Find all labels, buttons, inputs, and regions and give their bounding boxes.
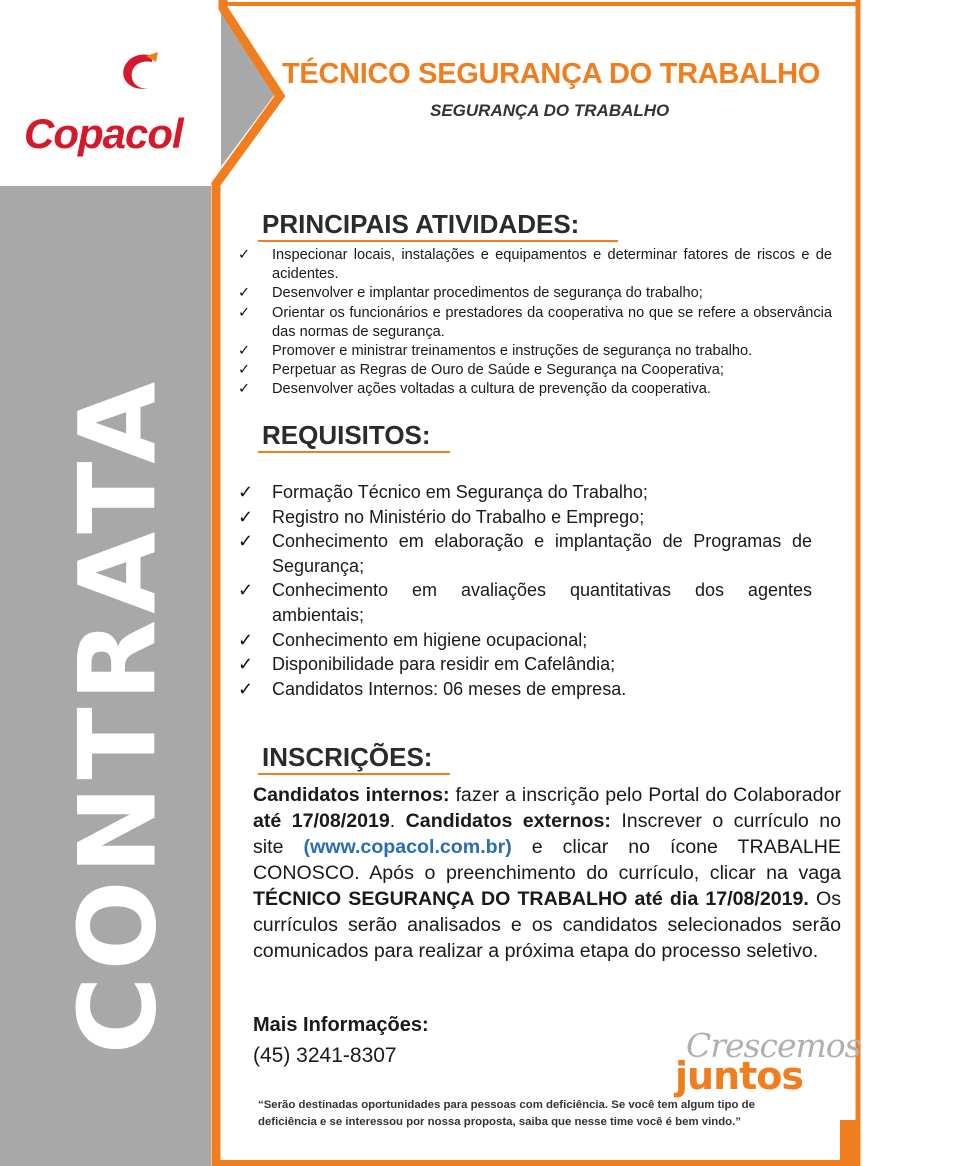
atividades-list: [238, 246, 832, 400]
list-item: ✓ Candidatos Internos: 06 meses de empresa.: [272, 677, 812, 702]
inscricoes-rule: [258, 773, 450, 775]
check-icon: ✓: [238, 678, 254, 699]
check-icon: ✓: [238, 629, 254, 650]
copacol-logo: [24, 50, 224, 160]
check-icon: ✓: [238, 506, 254, 527]
check-icon: ✓: [238, 247, 251, 263]
check-icon: ✓: [238, 343, 251, 360]
logo-text: Copacol: [24, 110, 183, 157]
list-item: ✓ Inspecionar locais, instalações e equipamentos e determinar fatores de riscos e de acidentes.: [238, 247, 832, 283]
requisitos-list: [238, 480, 812, 701]
check-icon: ✓: [238, 531, 254, 552]
list-item: ✓ Desenvolver ações voltadas a cultura de prevenção da cooperativa.: [272, 380, 832, 399]
check-icon: ✓: [238, 482, 254, 502]
check-icon: ✓: [238, 362, 251, 379]
list-item: ✓ Conhecimento em elaboração e implantação de Programas de Segurança;: [238, 531, 812, 576]
list-item: ✓ Disponibilidade para residir em Cafelândia;: [272, 652, 812, 677]
mais-informacoes-label: Mais Informações:: [253, 1014, 429, 1036]
list-item: ✓ Conhecimento em higiene ocupacional;: [272, 628, 812, 653]
contrata-banner: CONTRATA: [56, 375, 180, 1055]
check-icon: ✓: [238, 580, 254, 601]
phone-number: (45) 3241-8307: [253, 1044, 397, 1067]
list-item: ✓ Desenvolver e implantar procedimentos de segurança do trabalho;: [272, 284, 832, 303]
list-item: ✓ Registro no Ministério do Trabalho e Emprego;: [272, 505, 812, 530]
check-icon: ✓: [238, 304, 251, 321]
check-icon: ✓: [238, 381, 251, 398]
check-icon: ✓: [238, 285, 251, 302]
list-item: ✓ Orientar os funcionários e prestadores da cooperativa no que se refere a observância das normas de segurança.: [238, 304, 832, 340]
logo-swirl-icon: [112, 50, 172, 100]
atividades-rule: [258, 240, 618, 242]
job-title: TÉCNICO SEGURANÇA DO TRABALHO: [282, 58, 820, 90]
list-item: ✓ Formação Técnico em Segurança do Trabalho;: [272, 480, 812, 505]
list-item: ✓ Perpetuar as Regras de Ouro de Saúde e Segurança na Cooperativa;: [272, 361, 832, 380]
job-subtitle: SEGURANÇA DO TRABALHO: [430, 101, 670, 120]
slogan-bold: juntos: [675, 1054, 804, 1098]
requisitos-rule: [258, 451, 450, 453]
inscricoes-text: Candidatos internos: fazer a inscrição pelo Portal do Colaborador até 17/08/2019. Candidatos externos: Inscrever o currículo no site (www.copacol.com.br) e clicar no ícone TRABALHE CONOSCO. Após o preenchimento do currículo, clicar na vaga TÉCNICO SEGURANÇA DO TRABALHO até dia 17/08/2019. Os currículos serão analisados e os candidatos selecionados serão comunicados para realizar a próxima etapa do processo seletivo.: [253, 784, 842, 962]
atividades-heading: PRINCIPAIS ATIVIDADES:: [262, 209, 580, 239]
list-item: ✓ Conhecimento em avaliações quantitativas dos agentes ambientais;: [238, 580, 812, 625]
site-link[interactable]: (www.copacol.com.br): [303, 836, 512, 858]
slogan-script: Crescemos: [686, 1026, 861, 1065]
inscricoes-heading: INSCRIÇÕES:: [262, 742, 433, 772]
requisitos-heading: REQUISITOS:: [262, 420, 431, 450]
disclaimer-text: “Serão destinadas oportunidades para pessoas com deficiência. Se você tem algum tipo de deficiência e se interessou por nossa proposta, saiba que nesse time você é bem vindo.”: [258, 1099, 755, 1128]
list-item: ✓ Promover e ministrar treinamentos e instruções de segurança no trabalho.: [272, 342, 832, 361]
check-icon: ✓: [238, 654, 254, 675]
